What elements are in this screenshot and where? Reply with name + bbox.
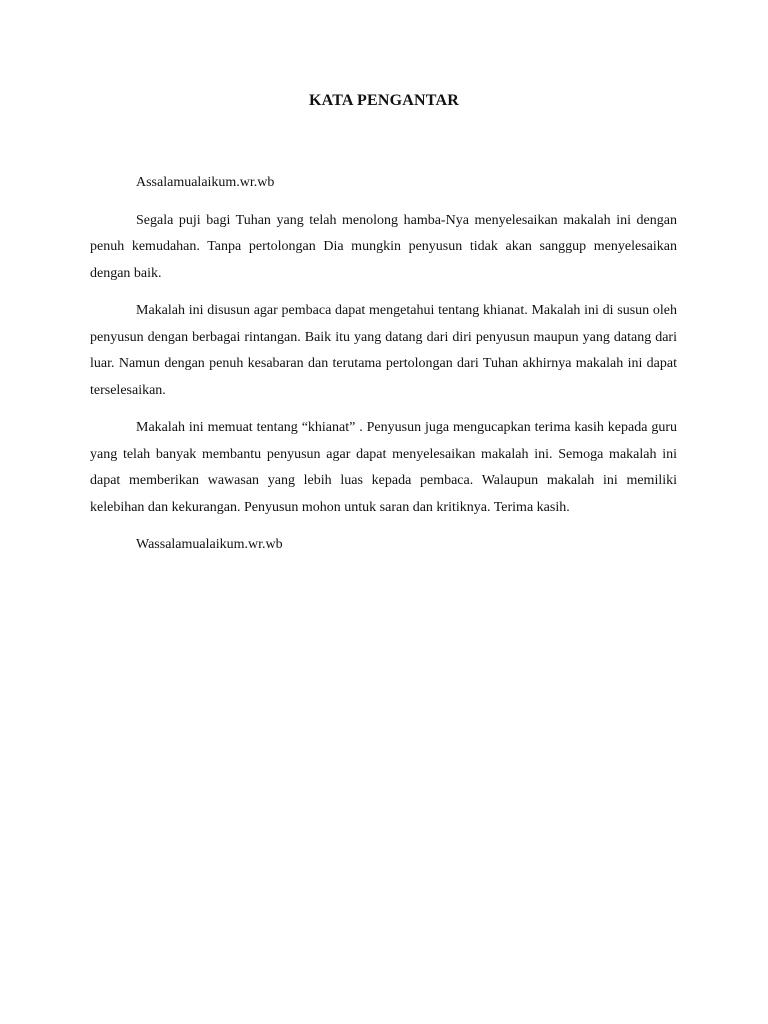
paragraph-3: Makalah ini memuat tentang “khianat” . Penyusun juga mengucapkan terima kasih kepada guru yang telah banyak membantu penyusun agar dapat menyelesaikan makalah ini. Semoga makalah ini dapat memberikan wawasan yang lebih luas kepada pembaca. Walaupun makalah ini memiliki kelebihan dan kekurangan. Penyusun mohon untuk saran dan kritiknya. Terima kasih. <box>90 420 677 515</box>
greeting: Assalamualaikum.wr.wb <box>136 175 275 190</box>
page-title: KATA PENGANTAR <box>309 92 459 109</box>
paragraph-2: Makalah ini disusun agar pembaca dapat mengetahui tentang khianat. Makalah ini di susun oleh penyusun dengan berbagai rintangan. Baik itu yang datang dari diri penyusun maupun yang datang dari luar. Namun dengan penuh kesabaran dan terutama pertolongan dari Tuhan akhirnya makalah ini dapat terselesaikan. <box>90 303 677 398</box>
document-body <box>90 170 677 570</box>
paragraph-1: Segala puji bagi Tuhan yang telah menolong hamba-Nya menyelesaikan makalah ini dengan penuh kemudahan. Tanpa pertolongan Dia mungkin penyusun tidak akan sanggup menyelesaikan dengan baik. <box>90 212 677 281</box>
closing: Wassalamualaikum.wr.wb <box>136 537 283 552</box>
